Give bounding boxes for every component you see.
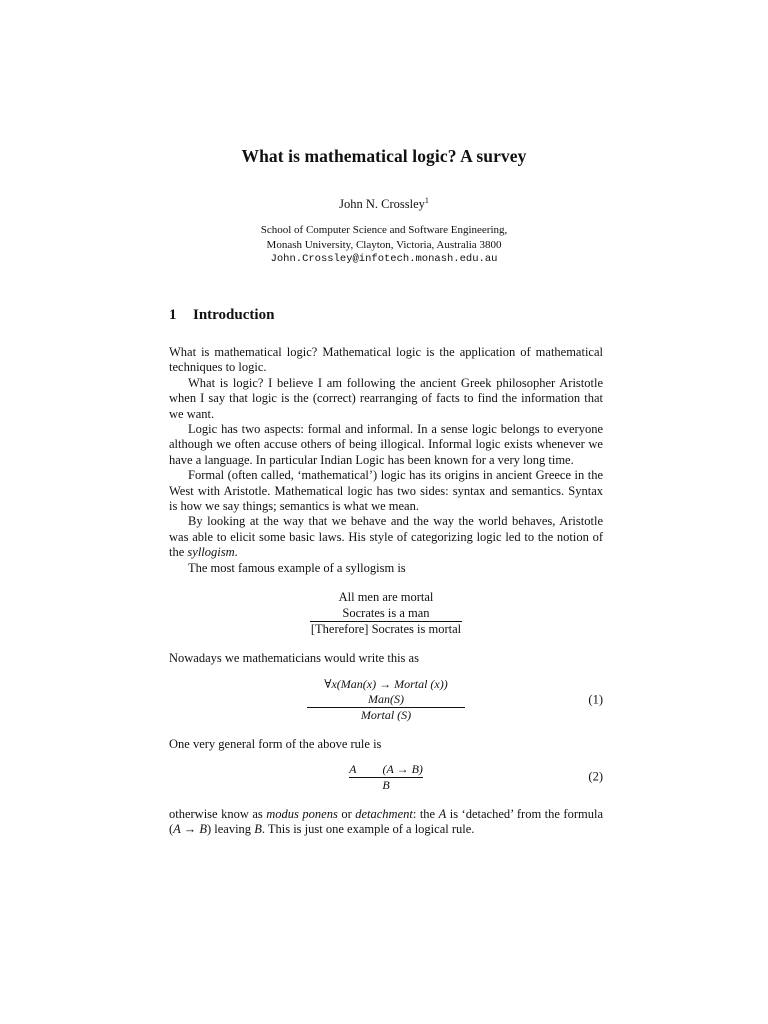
- equation-2-conclusion: B: [349, 777, 423, 793]
- paragraph-9-text-f: . This is just one example of a logical rule.: [261, 822, 475, 837]
- equation-1-label: (1): [588, 691, 603, 706]
- section-title: Introduction: [193, 307, 275, 323]
- paragraph-7: Nowadays we mathematicians would write this as: [169, 651, 419, 666]
- syllogism-rule: [310, 590, 462, 637]
- paragraph-2: What is logic? I believe I am following the ancient Greek philosopher Aristotle when I say that logic is the (correct) rearranging of facts to find the information that we want.: [169, 375, 603, 421]
- paper-title: What is mathematical logic? A survey: [241, 146, 527, 166]
- term-modus-ponens: modus ponens: [266, 806, 338, 821]
- equation-2-label: (2): [588, 769, 603, 784]
- paragraph-5-text: By looking at the way that we behave and the way the world behaves, Aristotle was able to elicit some basic laws. His style of categorizing logic led to the notion of the: [169, 514, 603, 560]
- affiliation-block: [0, 223, 768, 267]
- equation-2-premise-left: A: [349, 761, 357, 776]
- paragraph-9-text-a: otherwise know as: [169, 806, 267, 821]
- paragraph-9-text-c: : the: [412, 806, 439, 821]
- term-detachment: detachment: [355, 806, 413, 821]
- paragraph-1: What is mathematical logic? Mathematical logic is the application of mathematical techniques to logic.: [169, 345, 603, 375]
- paragraph-9-text-d: is ‘detached’ from the formula (: [169, 806, 603, 837]
- equation-1-premise-1: ∀x(Man(x) → Mortal (x)): [324, 676, 448, 691]
- syllogism-display: [169, 590, 603, 637]
- equation-1: [169, 677, 603, 723]
- syllogism-conclusion: [Therefore] Socrates is mortal: [310, 622, 462, 637]
- section-number: 1: [169, 307, 177, 323]
- paragraph-5: [169, 514, 603, 560]
- term-syllogism: syllogism: [187, 545, 235, 560]
- equation-2-premise-right: (A → B): [382, 761, 423, 776]
- equation-2-rule: [349, 762, 423, 793]
- equation-1-premise-2: Man(S): [367, 691, 404, 706]
- paragraph-4: Formal (often called, ‘mathematical’) logic has its origins in ancient Greece in the West with Aristotle. Mathematical logic has two sides: syntax and semantics. Syntax is how we say things; semantics is what we mean.: [169, 468, 603, 514]
- formula-a-implies-b: A → B: [173, 822, 207, 837]
- equation-1-conclusion: Mortal (S): [307, 707, 465, 723]
- paragraph-5-end: .: [234, 545, 238, 560]
- paragraph-9-text-e: ) leaving: [206, 822, 255, 837]
- body-text: [169, 345, 603, 838]
- author-name: John N. Crossley: [339, 197, 425, 211]
- paragraph-6: The most famous example of a syllogism is: [188, 560, 406, 575]
- paragraph-3: Logic has two aspects: formal and informal. In a sense logic belongs to everyone although we often accuse others of being illogical. Informal logic exists whenever we have a language. In particular Indian Logic has been known for a very long time.: [169, 422, 603, 467]
- affiliation-line-2: Monash University, Clayton, Victoria, Australia 3800: [266, 238, 502, 251]
- author-line: [0, 196, 768, 212]
- author-footnote-mark: 1: [424, 196, 429, 205]
- paragraph-8: One very general form of the above rule is: [169, 736, 382, 751]
- equation-1-rule: [307, 677, 465, 723]
- syllogism-premise-1: All men are mortal: [338, 590, 434, 605]
- symbol-b: B: [254, 822, 262, 837]
- affiliation-line-1: School of Computer Science and Software Engineering,: [260, 224, 508, 236]
- equation-2: [169, 762, 603, 793]
- author-email: John.Crossley@infotech.monash.edu.au: [270, 253, 498, 265]
- section-heading: [169, 307, 274, 324]
- paragraph-9-text-b: or: [337, 806, 356, 821]
- symbol-a: A: [438, 806, 447, 821]
- paragraph-9: [169, 807, 603, 838]
- syllogism-premise-2: Socrates is a man: [342, 605, 430, 620]
- equation-2-premises: [349, 762, 423, 777]
